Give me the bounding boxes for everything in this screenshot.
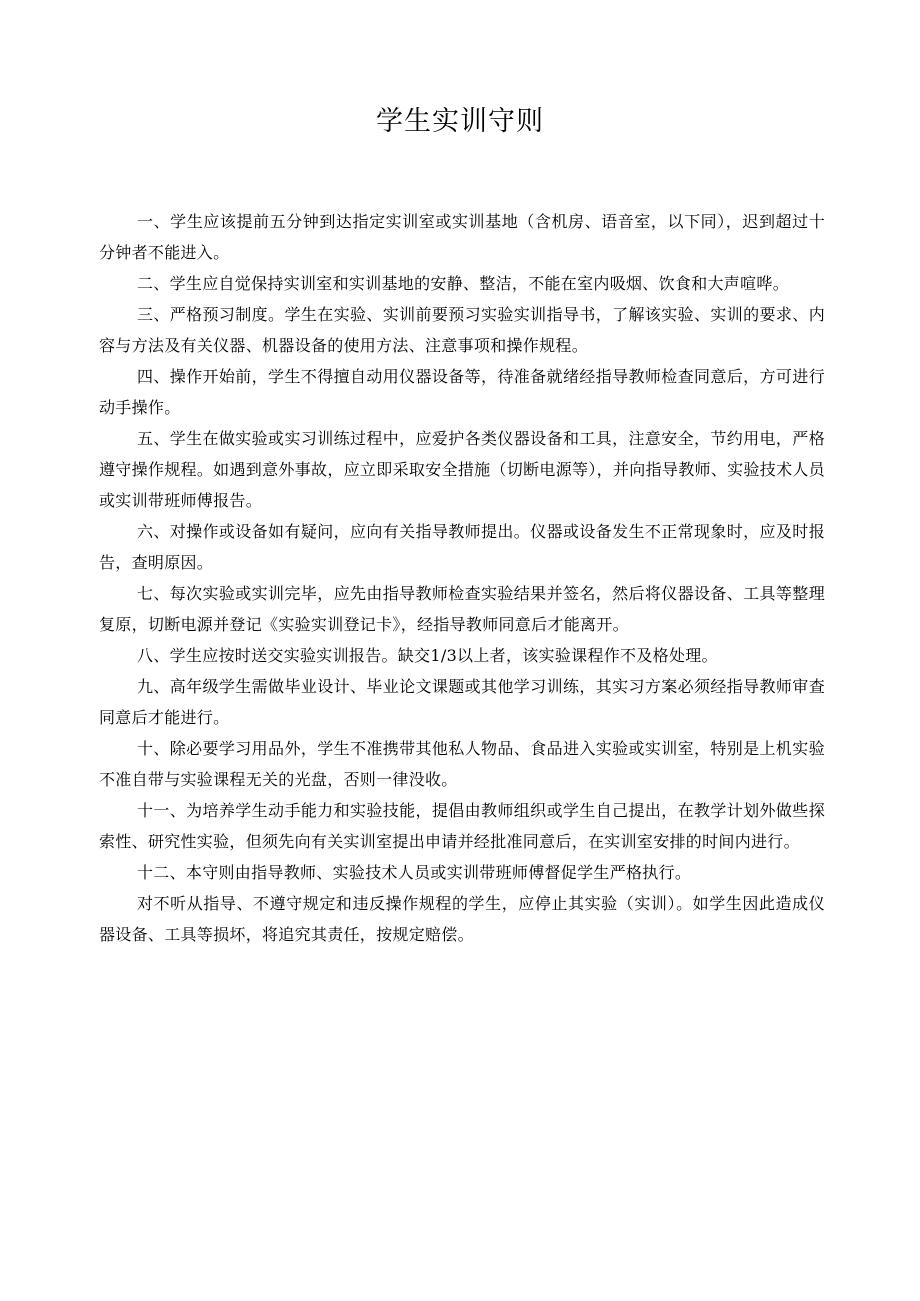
rule-paragraph-5: 五、学生在做实验或实习训练过程中，应爱护各类仪器设备和工具，注意安全，节约用电，严格遵守操作规程。如遇到意外事故，应立即采取安全措施（切断电源等），并向指导教师、实验技术人员或实训带班师傅报告。 (99, 429, 825, 510)
rule-paragraph-3: 三、严格预习制度。学生在实验、实训前要预习实验实训指导书，了解该实验、实训的要求、内容与方法及有关仪器、机器设备的使用方法、注意事项和操作规程。 (99, 305, 825, 355)
rule-paragraph-12: 十二、本守则由指导教师、实验技术人员或实训带班师傅督促学生严格执行。 (137, 863, 692, 882)
page-title: 学生实训守则 (376, 106, 544, 137)
rule-paragraph-9: 九、高年级学生需做毕业设计、毕业论文课题或其他学习训练，其实习方案必须经指导教师审查同意后才能进行。 (99, 677, 825, 727)
rule-paragraph-4: 四、操作开始前，学生不得擅自动用仪器设备等，待准备就绪经指导教师检查同意后，方可进行动手操作。 (99, 367, 825, 417)
rule-paragraph-2: 二、学生应自觉保持实训室和实训基地的安静、整洁，不能在室内吸烟、饮食和大声喧哗。 (137, 274, 790, 293)
rule-paragraph-1: 一、学生应该提前五分钟到达指定实训室或实训基地（含机房、语音室，以下同），迟到超过十分钟者不能进入。 (99, 212, 825, 262)
rule-paragraph-8: 八、学生应按时送交实验实训报告。缺交1/3以上者，该实验课程作不及格处理。 (137, 646, 718, 665)
closing-paragraph: 对不听从指导、不遵守规定和违反操作规程的学生，应停止其实验（实训）。如学生因此造成仪器设备、工具等损坏，将追究其责任，按规定赔偿。 (99, 894, 825, 944)
document-body (99, 206, 825, 950)
rule-paragraph-7: 七、每次实验或实训完毕，应先由指导教师检查实验结果并签名，然后将仪器设备、工具等整理复原，切断电源并登记《实验实训登记卡》，经指导教师同意后才能离开。 (99, 584, 825, 634)
rule-paragraph-10: 十、除必要学习用品外，学生不准携带其他私人物品、食品进入实验或实训室，特别是上机实验不准自带与实验课程无关的光盘，否则一律没收。 (99, 739, 825, 789)
rule-paragraph-11: 十一、为培养学生动手能力和实验技能，提倡由教师组织或学生自己提出，在教学计划外做些探索性、研究性实验，但须先向有关实训室提出申请并经批准同意后，在实训室安排的时间内进行。 (99, 801, 825, 851)
rule-paragraph-6: 六、对操作或设备如有疑问，应向有关指导教师提出。仪器或设备发生不正常现象时，应及时报告，查明原因。 (99, 522, 825, 572)
